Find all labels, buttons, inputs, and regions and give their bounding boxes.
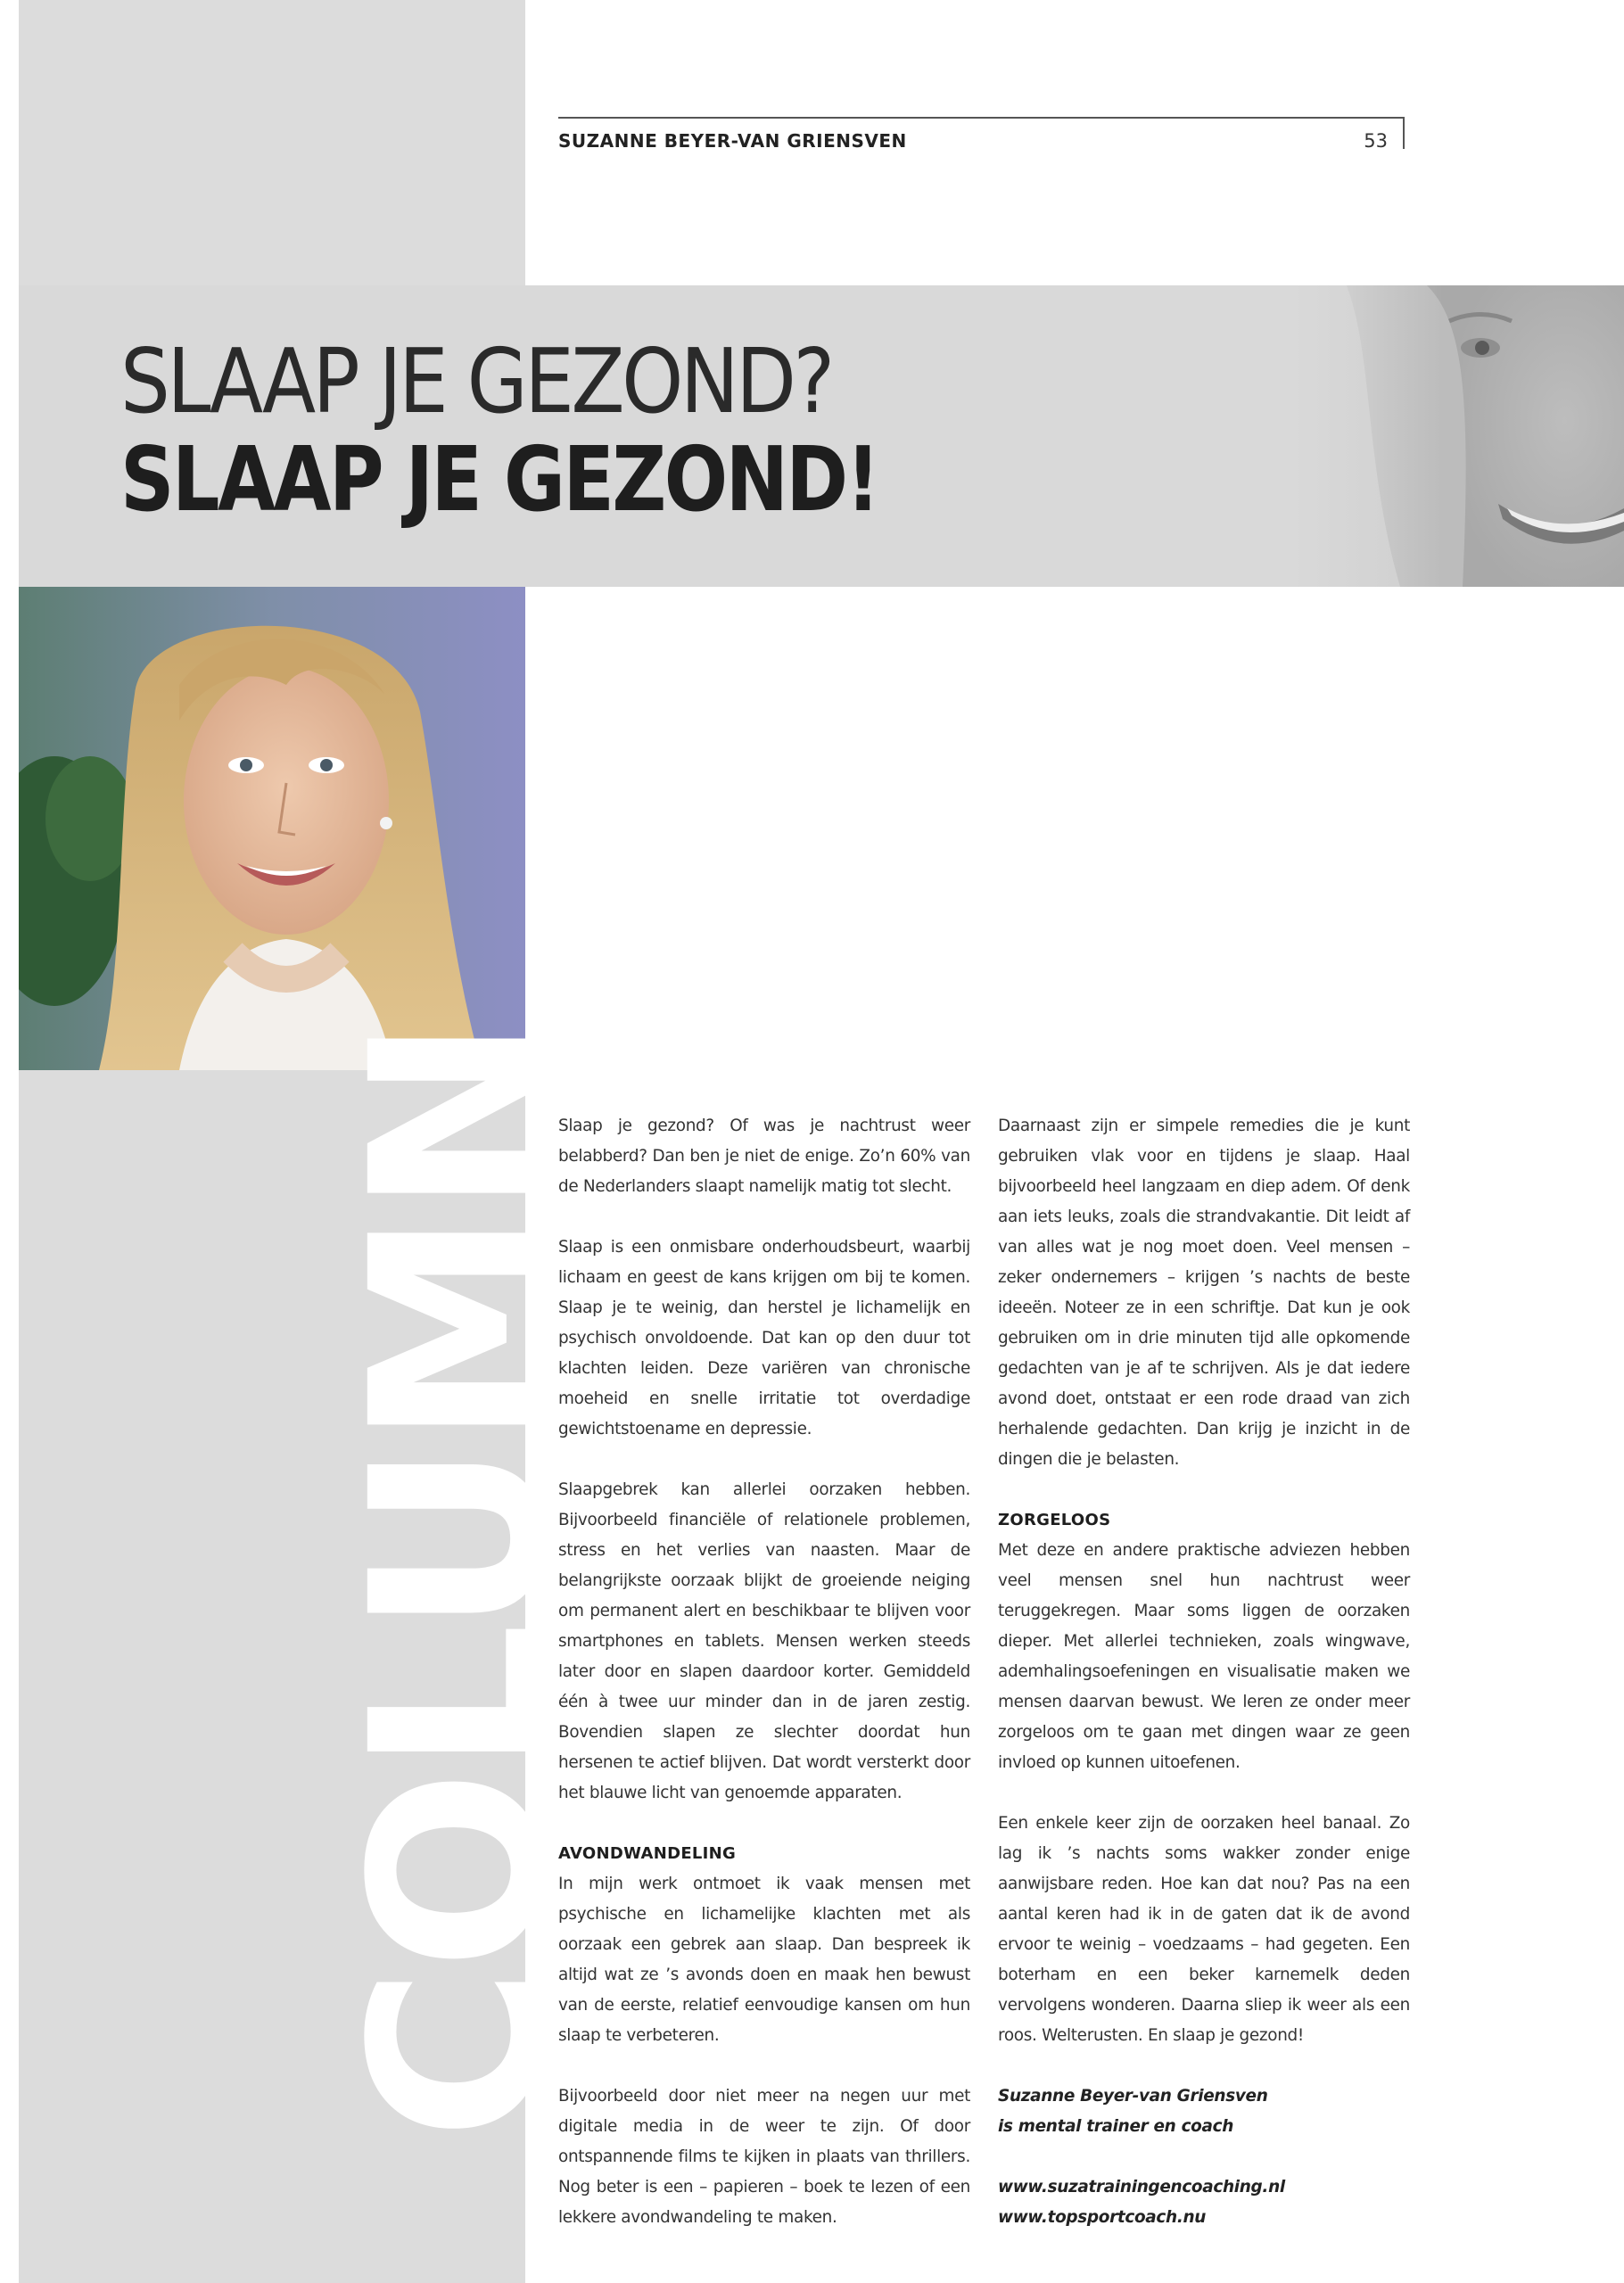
paragraph: Slaapgebrek kan allerlei oorzaken hebben. Bijvoorbeeld financiële of relationele problemen, stress en het verlies van naasten. Maar de belangrijkste oorzaak blijkt de groeiende neiging om permanent alert en beschikbaar te blijven voor smartphones en tablets. Mensen werken steeds later door en slapen daardoor korter. Gemiddeld één à twee uur minder dan in de jaren zestig. Bovendien slapen ze slechter doordat hun hersenen te actief blijven. Dat wordt versterkt door het blauwe licht van genoemde apparaten.	[558, 1480, 970, 1802]
website-link[interactable]: www.topsportcoach.nu	[998, 2208, 1207, 2227]
paragraph: Met deze en andere praktische adviezen hebben veel mensen snel hun nachtrust weer teruggekregen. Maar soms liggen de oorzaken dieper. Met allerlei technieken, zoals wingwave, ademhalingsoefeningen en visualisatie maken we mensen daarvan bewust. We leren ze onder meer zorgeloos om te gaan met dingen waar ze geen invloed op kunnen uitoefenen.	[998, 1541, 1410, 1772]
paragraph: Bijvoorbeeld door niet meer na negen uur met digitale media in de weer te zijn. Of door ontspannende films te kijken in plaats van thrillers. Nog beter is een – papieren – boek te lezen of een lekkere avondwandeling te maken.	[558, 2087, 970, 2227]
page-number: 53	[1364, 130, 1388, 152]
headline-question: SLAAP JE GEZOND?	[120, 329, 832, 433]
subheading: AVONDWANDELING	[558, 1844, 737, 1863]
paragraph: In mijn werk ontmoet ik vaak mensen met psychische en lichamelijke klachten met als oorzaak een gebrek aan slaap. Dan bespreek ik altijd wat ze ’s avonds doen en maak hen bewust van de eerste, relatief eenvoudige kansen om hun slaap te verbeteren.	[558, 1875, 970, 2045]
page-margin	[0, 0, 19, 2283]
author-portrait-image	[19, 587, 525, 1070]
signature-role: is mental trainer en coach	[998, 2117, 1234, 2136]
author-signature	[998, 2081, 1410, 2142]
paragraph: Een enkele keer zijn de oorzaken heel banaal. Zo lag ik ’s nachts soms wakker zonder enige aanwijsbare reden. Hoe kan dat nou? Pas na een aantal keren had ik in de gaten dat ik de avond ervoor te weinig – voedzaams – had gegeten. Een boterham en een beker karnemelk deden vervolgens wonderen. Daarna sliep ik weer als een roos. Welterusten. En slaap je gezond!	[998, 1814, 1410, 2045]
running-header-author: SUZANNE BEYER-VAN GRIENSVEN	[558, 130, 907, 152]
body-column-left	[558, 1111, 970, 2263]
website-link[interactable]: www.suzatrainingencoaching.nl	[998, 2178, 1285, 2196]
body-column-right	[998, 1111, 1410, 2233]
paragraph: Slaap is een onmisbare onderhoudsbeurt, waarbij lichaam en geest de kans krijgen om bij te komen. Slaap je te weinig, dan herstel je lichamelijk en psychisch onvoldoende. Dat kan op den duur tot klachten leiden. Deze variëren van chronische moeheid en snelle irritatie tot overdadige gewichtstoename en depressie.	[558, 1238, 970, 1438]
paragraph: Slaap je gezond? Of was je nachtrust weer belabberd? Dan ben je niet de enige. Zo’n 60% van de Nederlanders slaapt namelijk matig tot slecht.	[558, 1117, 970, 1196]
running-header-rule	[558, 117, 1404, 119]
author-links	[998, 2172, 1410, 2233]
running-header-tick	[1403, 117, 1405, 149]
header-face-image	[1293, 285, 1624, 587]
paragraph: Daarnaast zijn er simpele remedies die je kunt gebruiken vlak voor en tijdens je slaap. Haal bijvoorbeeld heel langzaam en diep adem. Of denk aan iets leuks, zoals die strandvakantie. Dit leidt af van alles wat je nog moet doen. Veel mensen – zeker ondernemers – krijgen ’s nachts de beste ideeën. Noteer ze in een schriftje. Dat kun je ook gebruiken om in drie minuten tijd alle opkomende gedachten van je af te schrijven. Als je dat iedere avond doet, ontstaat er een rode draad van zich herhalende gedachten. Dan krijg je inzicht in de dingen die je belasten.	[998, 1117, 1410, 1469]
signature-name: Suzanne Beyer-van Griensven	[998, 2087, 1268, 2106]
section-label-column: COLUMN	[321, 1020, 596, 2140]
headline-answer: SLAAP JE GEZOND!	[120, 427, 878, 532]
subheading: ZORGELOOS	[998, 1511, 1111, 1529]
